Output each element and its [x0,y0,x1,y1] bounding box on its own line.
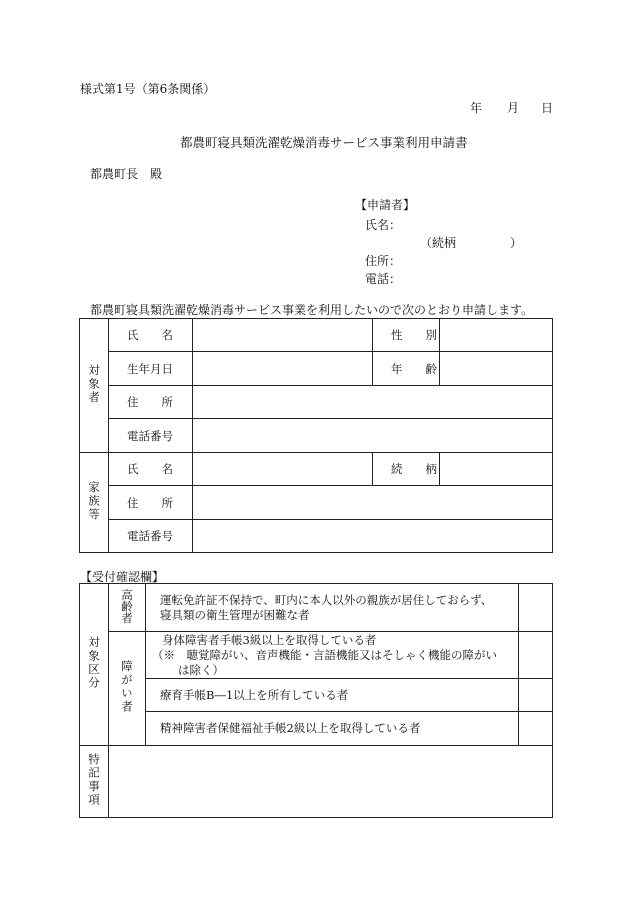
family-phone-label: 電話番号 [109,520,193,553]
subject-age-label: 年 齢 [373,352,440,386]
family-relation-field[interactable] [440,453,553,486]
date-month: 月 [507,101,520,115]
subject-address-label: 住 所 [109,386,193,419]
applicant-relation-label: （続柄 [420,236,457,250]
reception-heading: 【受付確認欄】 [80,570,165,584]
subject-phone-label: 電話番号 [109,419,193,453]
applicant-address-label: 住所： [365,254,402,268]
physical-check-cell[interactable] [519,632,553,679]
mental-check-cell[interactable] [519,712,553,746]
subject-sex-field[interactable] [440,319,553,352]
intellectual-check-cell[interactable] [519,679,553,712]
family-group-label: 家族等 [80,453,109,553]
family-phone-field[interactable] [193,520,553,553]
subject-sex-label: 性 別 [373,319,440,352]
subject-age-field[interactable] [440,352,553,386]
applicant-relation-close: ） [510,236,523,250]
family-name-label: 氏 名 [109,453,193,486]
applicant-heading: 【申請者】 [355,198,416,212]
subject-address-field[interactable] [193,386,553,419]
category-label: 対象区分 [80,584,109,746]
subject-birthdate-field[interactable] [193,352,373,386]
subject-name-label: 氏 名 [109,319,193,352]
physical-disability-criteria: 身体障害者手帳3級以上を取得している者 （※ 聴覚障がい、音声機能・言語機能又はそしゃく機能の障がい は除く） [146,632,519,679]
form-number: 様式第1号（第6条関係） [80,82,216,96]
mental-disability-criteria: 精神障害者保健福祉手帳2級以上を取得している者 [146,712,519,746]
applicant-phone-label: 電話： [365,272,402,286]
subject-birthdate-label: 生年月日 [109,352,193,386]
family-address-field[interactable] [193,486,553,520]
reception-table [79,583,553,818]
addressee: 都農町長 殿 [90,167,163,181]
family-name-field[interactable] [193,453,373,486]
disability-label: 障がい者 [109,632,146,746]
subject-phone-field[interactable] [193,419,553,453]
subject-group-label: 対象者 [80,319,109,453]
family-address-label: 住 所 [109,486,193,520]
applicant-name-label: 氏名： [365,218,402,232]
family-relation-label: 続 柄 [373,453,440,486]
notes-field[interactable] [109,746,553,818]
notes-label: 特記事項 [80,746,109,818]
elderly-criteria: 運転免許証不保持で、町内に本人以外の親族が居住しておらず、 寝具類の衛生管理が困難な者 [146,584,519,632]
intellectual-disability-criteria: 療育手帳B―1以上を所有している者 [146,679,519,712]
elderly-check-cell[interactable] [519,584,553,632]
applicant-info-table [79,318,553,553]
page-title: 都農町寝具類洗濯乾燥消毒サービス事業利用申請書 [180,135,468,150]
date-day: 日 [541,101,554,115]
elderly-label: 高齢者 [109,584,146,632]
date-year: 年 [470,101,483,115]
application-statement: 都農町寝具類洗濯乾燥消毒サービス事業を利用したいので次のとおり申請します。 [90,303,534,317]
subject-name-field[interactable] [193,319,373,352]
